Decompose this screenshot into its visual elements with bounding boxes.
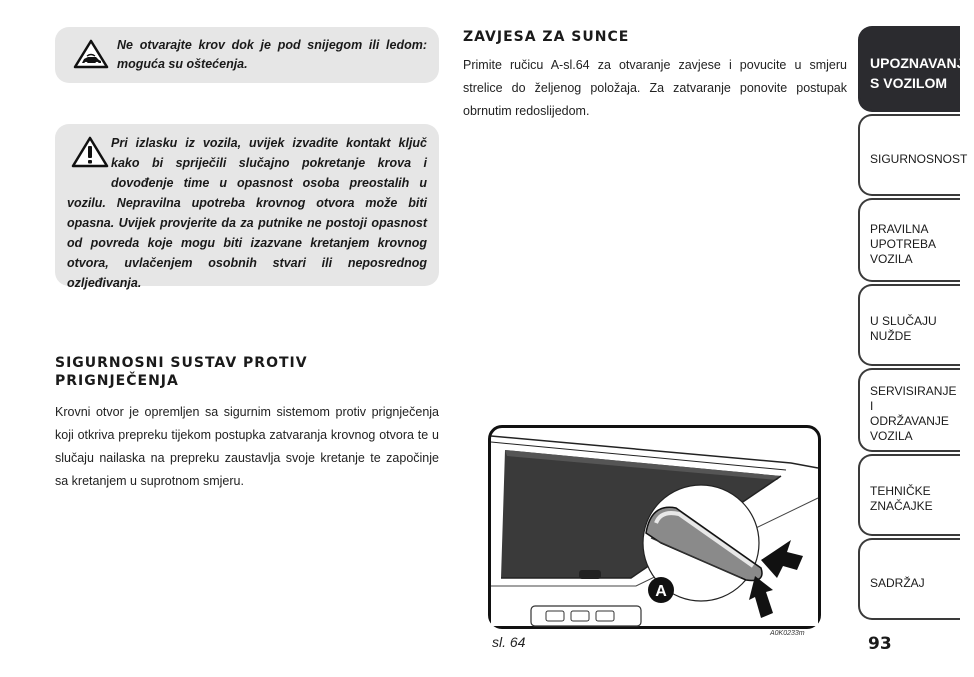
tab-label: SADRŽAJ: [870, 575, 925, 590]
tab-label: UPOZNAVANJE S VOZILOM: [870, 55, 974, 91]
tab-servisiranje[interactable]: [858, 368, 960, 452]
tab-label: PRAVILNA UPOTREBA VOZILA: [870, 221, 937, 266]
warning-box-ignition-key: [55, 124, 439, 290]
warning-box-roof-snow: [55, 27, 439, 83]
body-sun-blind: Primite ručicu A-sl.64 za otvaranje zavjese i povucite u smjeru strelice do željenog položaja. Za zatvaranje ponovite postupak obrnutim redoslijedom.: [463, 58, 847, 118]
heading-anti-pinch: SIGURNOSNI SUSTAV PROTIV PRIGNJEČENJA: [55, 355, 308, 389]
warning-triangle-exclamation-icon: [71, 136, 109, 168]
figure-code: A0K0233m: [770, 630, 805, 637]
heading-sun-blind: ZAVJESA ZA SUNCE: [463, 29, 630, 45]
tab-label: U SLUČAJU NUŽDE: [870, 314, 937, 343]
warning-text-ignition-key: Pri izlasku iz vozila, uvijek izvadite kontakt ključ kako bi spriječili slučajno pokretanje krova i dovođenje time u opasnost osoba preostalih u vozilu. Nepravilna upotreba krovnog otvora može biti opasna. Uvijek provjerite da za putnike ne postoji opasnost od povreda koje mogu biti izazvane kretanjem krovnog otvora, uvlačenjem osobnih stvari ili neposrednog ozljeđivanja.: [67, 136, 427, 290]
sun-blind-illustration: [491, 428, 818, 626]
tab-pravilna-upotreba[interactable]: [858, 198, 960, 282]
page-number: 93: [868, 634, 892, 654]
tab-upoznavanje[interactable]: [858, 26, 974, 112]
warning-text-roof-snow: Ne otvarajte krov dok je pod snijegom ili ledom: moguća su oštećenja.: [117, 38, 427, 71]
tab-u-slucaju-nuzde[interactable]: [858, 284, 960, 366]
tab-label: SERVISIRANJE I ODRŽAVANJE VOZILA: [870, 384, 957, 443]
tab-sadrzaj[interactable]: [858, 538, 960, 620]
body-anti-pinch: Krovni otvor je opremljen sa sigurnim sistemom protiv prignječenja koji otkriva prepreku tijekom postupka zatvaranja krovnog otvora te u slučaju nailaska na prepreku zaustavlja svoje kretanje te započinje sa kretanjem u suprotnom smjeru.: [55, 405, 439, 488]
tab-tehnicke-znacajke[interactable]: [858, 454, 960, 536]
figure-sun-blind-handle: [488, 425, 821, 629]
tab-label: TEHNIČKE ZNAČAJKE: [870, 484, 933, 513]
warning-triangle-car-snow-icon: [73, 39, 109, 69]
tab-label: SIGURNOSNOST: [870, 151, 968, 166]
figure-callout-a: A: [655, 583, 667, 600]
tab-sigurnosnost[interactable]: [858, 114, 968, 196]
figure-label: sl. 64: [492, 634, 526, 650]
